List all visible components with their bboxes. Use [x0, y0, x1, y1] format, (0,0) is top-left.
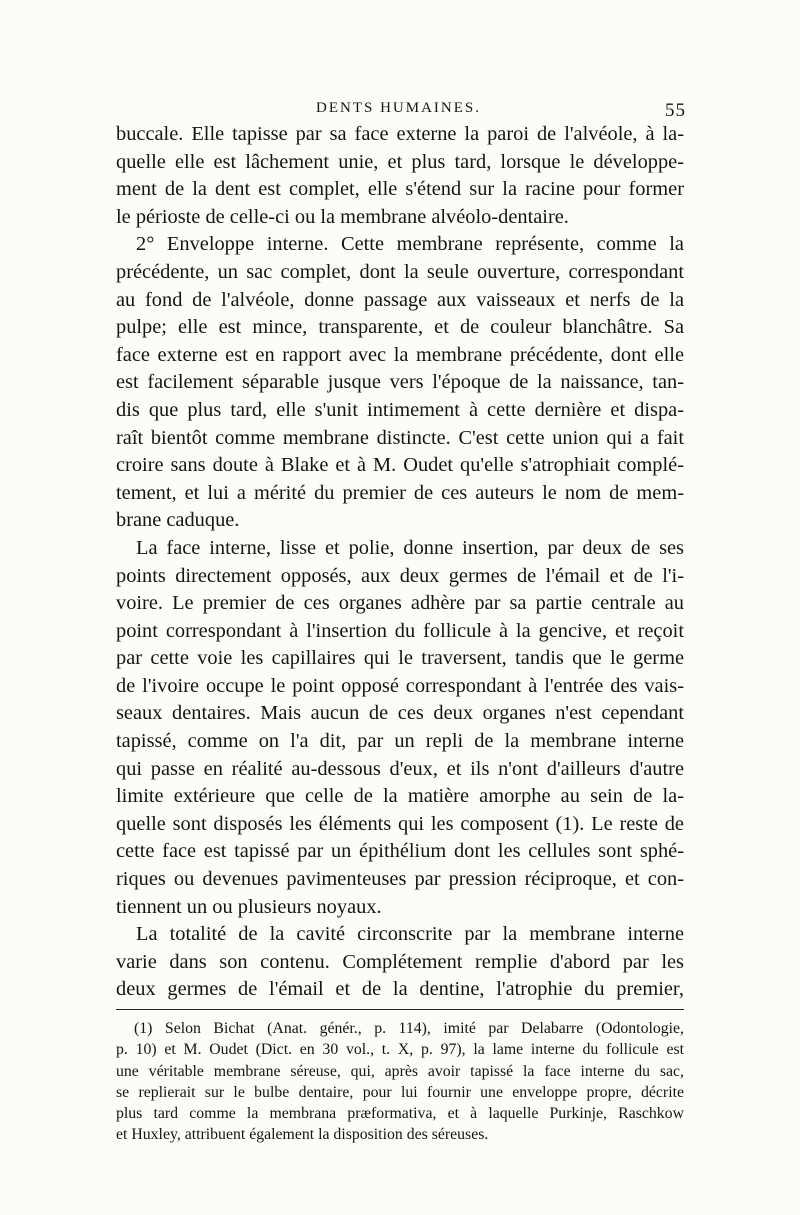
text-line: seaux dentaires. Mais aucun de ces deux organes n'est cependant [116, 702, 684, 725]
text-line: limite extérieure que celle de la matière amorphe au sein de la- [116, 785, 684, 808]
text-line: ment de la dent est complet, elle s'étend sur la racine pour former [116, 178, 684, 201]
text-line: varie dans son contenu. Complétement remplie d'abord par les [116, 950, 684, 973]
page-number: 55 [665, 100, 686, 121]
text-line: La totalité de la cavité circonscrite par la membrane interne [136, 923, 684, 946]
text-line: est facilement séparable jusque vers l'époque de la naissance, tan- [116, 371, 684, 394]
text-line: quelle elle est lâchement unie, et plus tard, lorsque le développe- [116, 150, 684, 173]
footnote-line: (1) Selon Bichat (Anat. génér., p. 114), imité par Delabarre (Odontologie, [134, 1020, 684, 1037]
text-line: raît bientôt comme membrane distincte. C'est cette union qui a fait [116, 426, 684, 449]
text-line: face externe est en rapport avec la membrane précédente, dont elle [116, 343, 684, 366]
text-line: pulpe; elle est mince, transparente, et de couleur blanchâtre. Sa [116, 316, 684, 339]
footnote-line: une véritable membrane séreuse, qui, après avoir tapissé la face interne du sac, [116, 1062, 684, 1080]
text-line: croire sans doute à Blake et à M. Oudet qu'elle s'atrophiait complé- [116, 454, 684, 477]
running-header [116, 100, 686, 122]
footnote-line: se replierait sur le bulbe dentaire, pour lui fournir une enveloppe propre, décrite [116, 1083, 684, 1101]
text-line: précédente, un sac complet, dont la seule ouverture, correspondant [116, 260, 684, 283]
footnote-line: plus tard comme la membrana præformativa, et à laquelle Purkinje, Raschkow [116, 1105, 684, 1123]
footnote [116, 1018, 684, 1146]
running-title: DENTS HUMAINES. [316, 100, 481, 116]
text-line: buccale. Elle tapisse par sa face externe la paroi de l'alvéole, à la- [116, 123, 684, 145]
text-line: points directement opposés, aux deux germes de l'émail et de l'i- [116, 564, 684, 587]
text-line: deux germes de l'émail et de la dentine, l'atrophie du premier, [116, 978, 684, 1001]
text-line: brane caduque. [116, 509, 240, 532]
text-line: par cette voie les capillaires qui le traversent, tandis que le germe [116, 647, 684, 670]
text-line: de l'ivoire occupe le point opposé correspondant à l'entrée des vais- [116, 674, 684, 697]
footnote-divider [116, 1009, 684, 1010]
text-line: riques ou devenues pavimenteuses par pression réciproque, et con- [116, 868, 684, 891]
text-line: qui passe en réalité au-dessous d'eux, et ils n'ont d'ailleurs d'autre [116, 757, 684, 780]
text-line: dis que plus tard, elle s'unit intimement à cette dernière et dispa- [116, 398, 684, 421]
text-line: tement, et lui a mérité du premier de ces auteurs le nom de mem- [116, 481, 684, 504]
text-line: point correspondant à l'insertion du follicule à la gencive, et reçoit [116, 619, 684, 642]
text-line: La face interne, lisse et polie, donne insertion, par deux de ses [136, 536, 684, 559]
text-line: le périoste de celle-ci ou la membrane alvéolo-dentaire. [116, 205, 569, 228]
footnote-line: et Huxley, attribuent également la disposition des séreuses. [116, 1126, 489, 1144]
text-line: quelle sont disposés les éléments qui les composent (1). Le reste de [116, 812, 684, 835]
text-line: 2° Enveloppe interne. Cette membrane représente, comme la [136, 233, 684, 256]
body-text [116, 121, 684, 1004]
text-line: voire. Le premier de ces organes adhère par sa partie centrale au [116, 592, 684, 615]
footnote-line: p. 10) et M. Oudet (Dict. en 30 vol., t. X, p. 97), la lame interne du follicule est [116, 1041, 684, 1059]
text-line: tapissé, comme on l'a dit, par un repli de la membrane interne [116, 730, 684, 753]
text-line: tiennent un ou plusieurs noyaux. [116, 895, 382, 918]
text-line: cette face est tapissé par un épithélium dont les cellules sont sphé- [116, 840, 684, 863]
text-line: au fond de l'alvéole, donne passage aux vaisseaux et nerfs de la [116, 288, 684, 311]
